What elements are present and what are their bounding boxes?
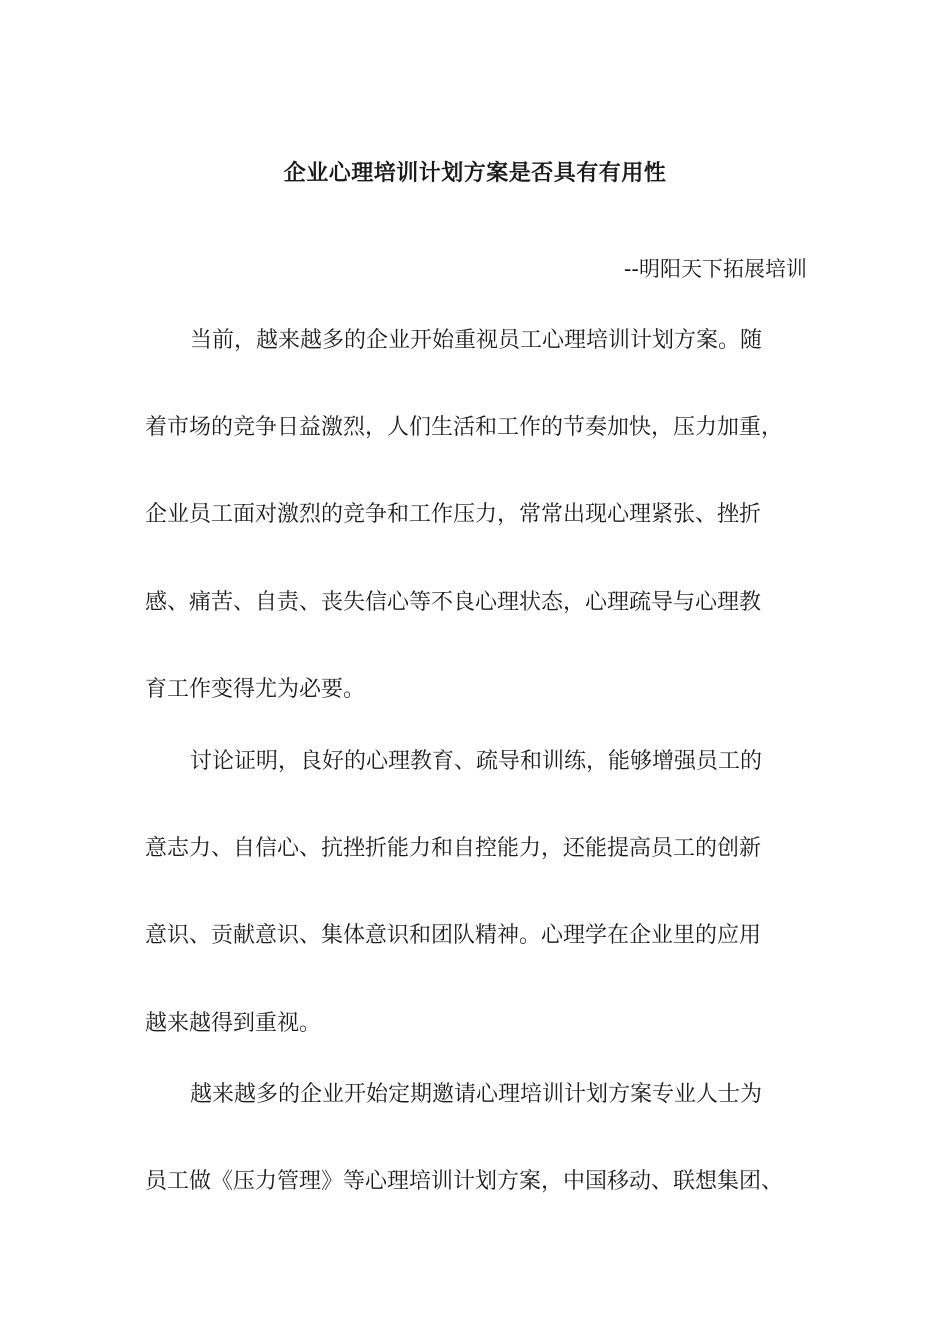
document-byline: --明阳天下拓展培训 xyxy=(623,257,807,281)
paragraph-line: 当前，越来越多的企业开始重视员工心理培训计划方案。随 xyxy=(190,328,763,353)
paragraph-line: 意识、贡献意识、集体意识和团队精神。心理学在企业里的应用 xyxy=(145,923,762,948)
paragraph-line: 着市场的竞争日益激烈，人们生活和工作的节奏加快，压力加重， xyxy=(145,415,784,440)
document-title: 企业心理培训计划方案是否具有有用性 xyxy=(283,161,667,186)
paragraph-line: 感、痛苦、自责、丧失信心等不良心理状态，心理疏导与心理教 xyxy=(145,590,762,615)
paragraph-line: 越来越得到重视。 xyxy=(145,1011,322,1036)
paragraph-line: 育工作变得尤为必要。 xyxy=(145,677,366,702)
paragraph-line: 员工做《压力管理》等心理培训计划方案，中国移动、联想集团、 xyxy=(145,1169,784,1194)
paragraph-line: 讨论证明，良好的心理教育、疏导和训练，能够增强员工的 xyxy=(190,749,763,774)
paragraph-line: 意志力、自信心、抗挫折能力和自控能力，还能提高员工的创新 xyxy=(145,836,762,861)
paragraph-line: 企业员工面对激烈的竞争和工作压力，常常出现心理紧张、挫折 xyxy=(145,502,762,527)
paragraph-line: 越来越多的企业开始定期邀请心理培训计划方案专业人士为 xyxy=(190,1082,763,1107)
